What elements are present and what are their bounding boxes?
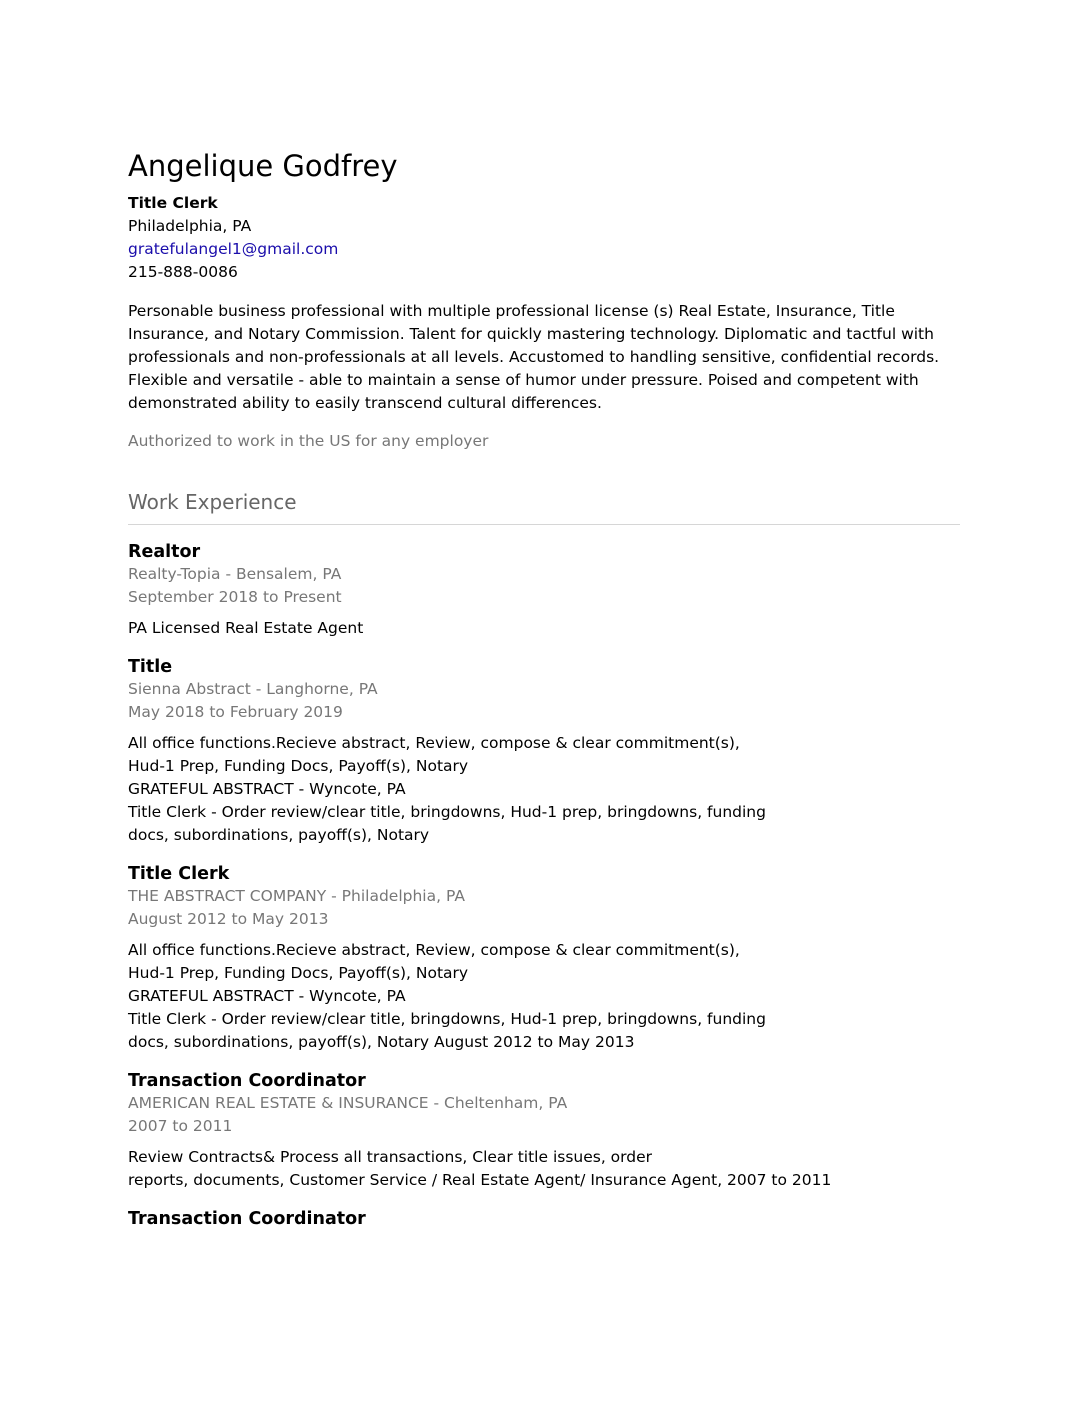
candidate-headline: Title Clerk bbox=[128, 194, 218, 212]
job-description bbox=[128, 732, 960, 847]
job-title: Realtor bbox=[128, 542, 201, 562]
job-description-line: Title Clerk - Order review/clear title, bringdowns, Hud-1 prep, bringdowns, funding bbox=[128, 803, 766, 821]
job-entry bbox=[128, 1208, 960, 1230]
job-dates: 2007 to 2011 bbox=[128, 1117, 233, 1135]
candidate-location: Philadelphia, PA bbox=[128, 217, 252, 235]
job-entry bbox=[128, 541, 960, 640]
candidate-name: Angelique Godfrey bbox=[128, 149, 398, 183]
job-description-line: All office functions.Recieve abstract, Review, compose & clear commitment(s), bbox=[128, 734, 740, 752]
job-description-line: docs, subordinations, payoff(s), Notary August 2012 to May 2013 bbox=[128, 1033, 635, 1051]
job-company-name: THE ABSTRACT COMPANY bbox=[128, 887, 327, 905]
job-description bbox=[128, 1146, 960, 1192]
job-dates: May 2018 to February 2019 bbox=[128, 703, 343, 721]
job-description-line: docs, subordinations, payoff(s), Notary bbox=[128, 826, 430, 844]
job-description-line: GRATEFUL ABSTRACT - Wyncote, PA bbox=[128, 987, 406, 1005]
job-entry bbox=[128, 1070, 960, 1192]
candidate-email-line bbox=[128, 238, 960, 261]
job-description-line: Title Clerk - Order review/clear title, bringdowns, Hud-1 prep, bringdowns, funding bbox=[128, 1010, 766, 1028]
job-company-name: AMERICAN REAL ESTATE & INSURANCE bbox=[128, 1094, 429, 1112]
job-employer bbox=[128, 563, 960, 586]
job-company-name: Realty-Topia bbox=[128, 565, 221, 583]
job-entry bbox=[128, 863, 960, 1054]
candidate-phone: 215-888-0086 bbox=[128, 263, 238, 281]
job-description-line: All office functions.Recieve abstract, Review, compose & clear commitment(s), bbox=[128, 941, 740, 959]
job-description-line: GRATEFUL ABSTRACT - Wyncote, PA bbox=[128, 780, 406, 798]
candidate-email-link[interactable]: gratefulangel1@gmail.com bbox=[128, 240, 339, 258]
work-authorization: Authorized to work in the US for any employer bbox=[128, 432, 489, 450]
job-employer bbox=[128, 678, 960, 701]
job-description bbox=[128, 617, 960, 640]
job-location: - Bensalem, PA bbox=[220, 565, 342, 583]
job-location: - Philadelphia, PA bbox=[326, 887, 465, 905]
job-location: - Cheltenham, PA bbox=[428, 1094, 568, 1112]
job-description-line: PA Licensed Real Estate Agent bbox=[128, 619, 364, 637]
job-dates: August 2012 to May 2013 bbox=[128, 910, 329, 928]
work-experience-heading: Work Experience bbox=[128, 489, 960, 525]
job-entry bbox=[128, 656, 960, 847]
job-title: Title Clerk bbox=[128, 864, 230, 884]
job-employer bbox=[128, 885, 960, 908]
job-dates: September 2018 to Present bbox=[128, 588, 342, 606]
job-company-name: Sienna Abstract bbox=[128, 680, 251, 698]
job-employer bbox=[128, 1092, 960, 1115]
job-description-line: Review Contracts& Process all transactions, Clear title issues, order bbox=[128, 1148, 653, 1166]
job-description bbox=[128, 939, 960, 1054]
job-title: Title bbox=[128, 657, 173, 677]
job-description-line: Hud-1 Prep, Funding Docs, Payoff(s), Notary bbox=[128, 757, 469, 775]
work-experience-list bbox=[128, 541, 960, 1230]
professional-summary: Personable business professional with multiple professional license (s) Real Estate, Insurance, Title Insurance, and Notary Commission. Talent for quickly mastering technology. Diplomatic and tactful with professionals and non-professionals at all levels. Accustomed to handling sensitive, confidential records. Flexible and versatile - able to maintain a sense of humor under pressure. Poised and competent with demonstrated ability to easily transcend cultural differences. bbox=[128, 302, 940, 412]
job-location: - Langhorne, PA bbox=[250, 680, 378, 698]
job-title: Transaction Coordinator bbox=[128, 1071, 366, 1091]
job-title: Transaction Coordinator bbox=[128, 1209, 366, 1229]
job-description-line: reports, documents, Customer Service / Real Estate Agent/ Insurance Agent, 2007 to 2011 bbox=[128, 1171, 832, 1189]
job-description-line: Hud-1 Prep, Funding Docs, Payoff(s), Notary bbox=[128, 964, 469, 982]
